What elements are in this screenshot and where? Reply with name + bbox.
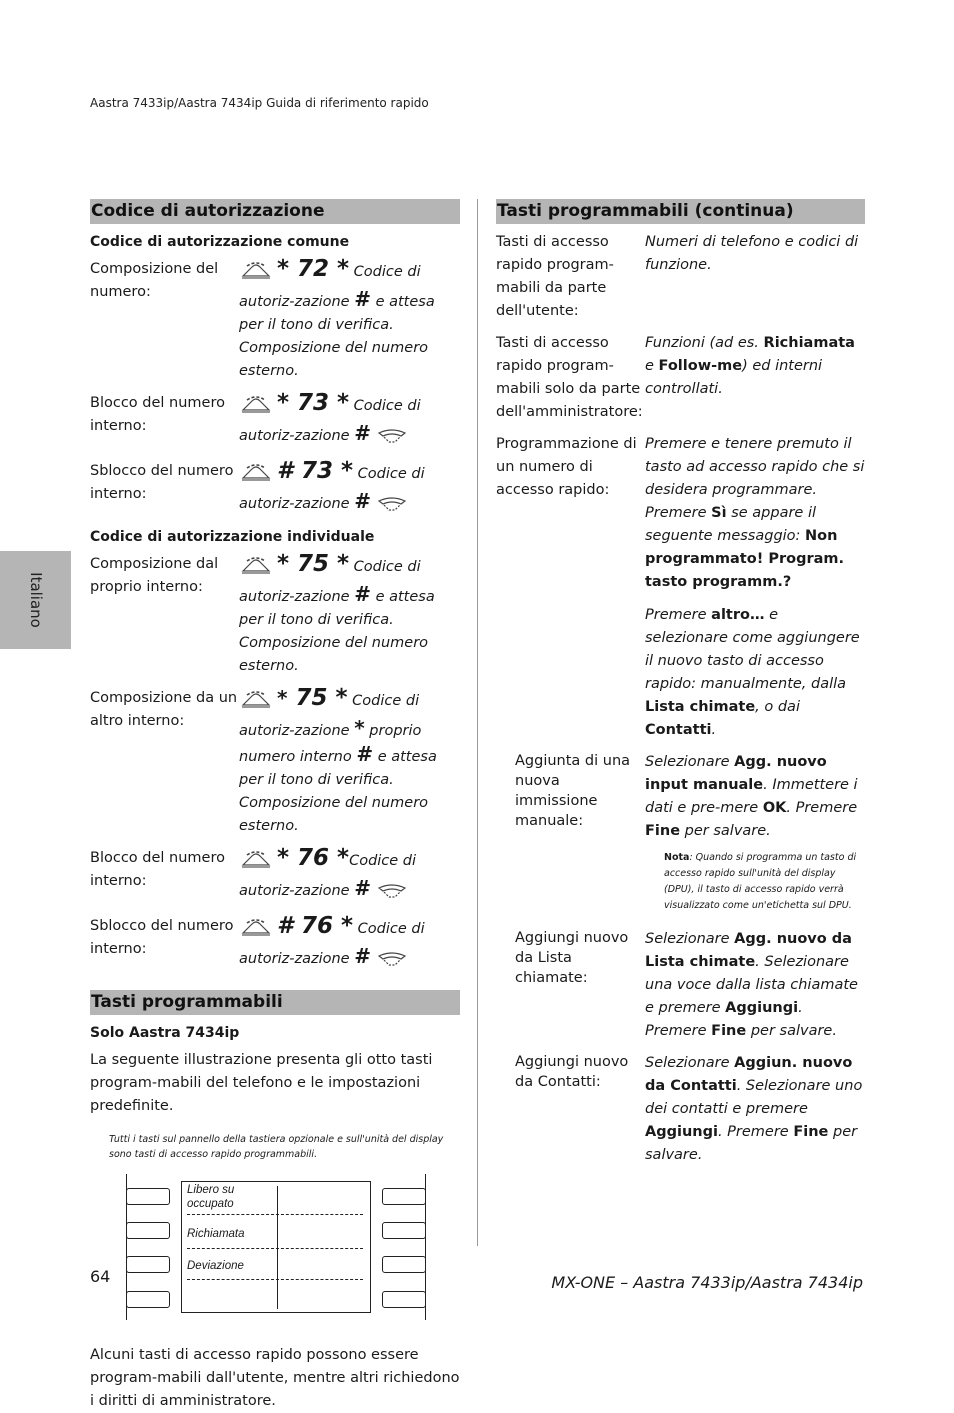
text: . Premere	[717, 1124, 794, 1140]
onhook-handset-icon	[377, 496, 407, 519]
row-label: Composizione da un altro interno:	[90, 690, 238, 729]
row-label: Aggiungi nuovo da Lista chiamate:	[515, 930, 629, 986]
bold-term: Contatti	[645, 722, 712, 738]
row-unblock-extension	[90, 460, 460, 519]
column-divider	[477, 199, 478, 1246]
softkey-label-callback: Richiamata	[187, 1228, 245, 1240]
dial-code: * 75 *	[277, 551, 350, 577]
row-label: Tasti di accesso rapido program-mabili solo da parte dell'amministratore:	[496, 335, 643, 420]
text: per salvare.	[746, 1023, 837, 1039]
offhook-handset-icon	[239, 691, 273, 717]
offhook-handset-icon	[239, 557, 273, 583]
bold-term: Fine	[645, 823, 681, 839]
offhook-handset-icon	[239, 262, 273, 288]
row-value	[239, 915, 460, 974]
offhook-handset-icon	[239, 919, 273, 945]
text: Codice di autoriz-zazione	[239, 921, 425, 967]
intro-paragraph: La seguente illustrazione presenta gli otto tasti program-mabili del telefono e le impostazioni predefinite.	[90, 1052, 433, 1114]
row-label: Blocco del numero interno:	[90, 395, 225, 434]
text: . Selezionare uno dei contatti e premere	[645, 1078, 863, 1117]
row-label: Aggiunta di una nuova immissione manuale:	[515, 753, 631, 829]
subheading-individual-code: Codice di autorizzazione individuale	[90, 529, 375, 545]
star-symbol: *	[354, 716, 365, 740]
left-key-3	[126, 1256, 170, 1273]
row-value	[239, 460, 460, 519]
bold-term: altro…	[711, 607, 765, 623]
row-from-contacts	[496, 1052, 865, 1167]
row-label: Composizione del numero:	[90, 261, 219, 300]
closing-paragraph: Alcuni tasti di accesso rapido possono essere program-mabili dall'utente, mentre altri richiedono i diritti di amministratore.	[90, 1347, 460, 1409]
dial-code: * 76 *	[277, 845, 350, 871]
row-label: Sblocco del numero interno:	[90, 918, 234, 957]
bold-term: Non programmato! Program. tasto programm.?	[645, 528, 845, 590]
text: ) ed interni controllati.	[645, 358, 823, 397]
bold-term: Aggiun. nuovo da Contatti	[645, 1055, 853, 1094]
softkey-label-diversion: Deviazione	[187, 1260, 244, 1272]
row-manual-entry	[496, 751, 865, 843]
row-user-keys	[496, 231, 865, 323]
bold-term: Agg. nuovo da Lista chimate	[645, 931, 852, 970]
row-dial-own-extension	[90, 553, 460, 678]
row-value	[645, 332, 865, 424]
dial-code: # 76 *	[277, 913, 354, 939]
offhook-handset-icon	[239, 851, 273, 877]
dashed-separator	[187, 1248, 363, 1249]
row-block-extension-individual	[90, 847, 460, 906]
hash-symbol: #	[354, 421, 371, 445]
text: e attesa per il tono di verifica. Composizione del numero esterno.	[239, 294, 435, 379]
bold-term: Sì	[711, 505, 727, 521]
row-value: Numeri di telefono e codici di funzione.	[645, 234, 859, 273]
row-label: Blocco del numero interno:	[90, 850, 225, 889]
programmable-keys-illustration	[126, 1174, 426, 1320]
hash-symbol: #	[354, 944, 371, 968]
text: per salvare.	[680, 823, 771, 839]
text: Selezionare	[645, 1055, 735, 1071]
dial-code: * 73 *	[277, 390, 350, 416]
text: Premere e tenere premuto il tasto ad accesso rapido che si desidera programmare. Premere	[645, 436, 865, 521]
text: occupato	[187, 1198, 234, 1210]
hash-symbol: #	[356, 742, 374, 766]
text: Premere	[645, 607, 712, 623]
text: Funzioni (ad es.	[645, 335, 764, 351]
bold-term: OK	[762, 800, 787, 816]
row-value	[239, 258, 460, 383]
dial-code: # 73 *	[277, 458, 354, 484]
onhook-handset-icon	[377, 951, 407, 974]
display-screen	[181, 1181, 371, 1313]
text: e attesa per il tono di verifica. Composizione del numero esterno.	[239, 589, 435, 674]
dashed-separator	[187, 1279, 363, 1280]
right-key-4	[382, 1291, 426, 1308]
bold-term: Lista chimate	[645, 699, 756, 715]
text: e attesa per il tono di verifica. Composizione del numero esterno.	[239, 749, 437, 834]
row-block-extension	[90, 392, 460, 451]
left-column	[90, 199, 460, 1413]
footer-doc-title: MX-ONE – Aastra 7433ip/Aastra 7434ip	[551, 1273, 863, 1292]
text: . Premere	[645, 1000, 803, 1039]
row-value	[239, 553, 460, 678]
bold-term: Fine	[711, 1023, 747, 1039]
bold-term: Fine	[793, 1124, 829, 1140]
row-label-empty	[496, 596, 645, 742]
row-admin-keys	[496, 332, 865, 424]
text: proprio numero interno	[239, 723, 422, 765]
row-label: Sblocco del numero interno:	[90, 463, 234, 502]
hash-symbol: #	[354, 489, 371, 513]
text: , o dai	[755, 699, 800, 715]
text: . Immettere i dati e pre-mere	[645, 777, 858, 816]
page-number: 64	[90, 1267, 111, 1286]
left-key-2	[126, 1222, 170, 1239]
text: e selezionare come aggiungere il nuovo tasto di accesso rapido: manualmente, dalla	[645, 607, 860, 692]
text: : Quando si programma un tasto di accesso rapido sull'unità del display (DPU), il tasto di accesso rapido verrà visualizzato come un'etichetta sul DPU.	[664, 852, 857, 911]
hash-symbol: #	[354, 876, 371, 900]
offhook-handset-icon	[239, 396, 273, 422]
right-column	[496, 199, 865, 1176]
subheading-common-code: Codice di autorizzazione comune	[90, 234, 350, 250]
text: Codice di autoriz-zazione	[239, 264, 421, 310]
row-label: Tasti di accesso rapido program-mabili da parte dell'utente:	[496, 234, 614, 319]
text: . Selezionare una voce dalla lista chiamate e premere	[645, 954, 858, 1016]
subheading-7434-only: Solo Aastra 7434ip	[90, 1025, 240, 1041]
text: Codice di autoriz-zazione	[239, 466, 425, 512]
row-value	[645, 433, 865, 594]
right-key-1	[382, 1188, 426, 1205]
section-title-programmable-keys-cont: Tasti programmabili (continua)	[496, 199, 865, 224]
hash-symbol: #	[354, 287, 371, 311]
left-key-4	[126, 1291, 170, 1308]
text: . Premere	[786, 800, 858, 816]
bold-term: Richiamata	[763, 335, 855, 351]
row-value	[239, 687, 460, 838]
section-title-authorization: Codice di autorizzazione	[90, 199, 460, 224]
text: Codice di autoriz-zazione	[239, 398, 421, 444]
dashed-separator	[187, 1214, 363, 1215]
row-value	[645, 928, 865, 1043]
text: Codice di autoriz-zazione	[239, 853, 417, 899]
row-label: Programmazione di un numero di accesso rapido:	[496, 436, 637, 498]
star-symbol: *	[277, 686, 288, 710]
row-value	[645, 604, 865, 742]
row-value	[239, 847, 460, 906]
row-value	[645, 1052, 865, 1167]
text: se appare il seguente messaggio:	[645, 505, 817, 544]
text: Codice di autoriz-zazione	[239, 559, 421, 605]
hash-symbol: #	[354, 582, 371, 606]
dpu-note	[664, 850, 865, 914]
row-label: Composizione dal proprio interno:	[90, 556, 219, 595]
row-program-quick-number-cont	[496, 596, 865, 742]
text: Selezionare	[645, 754, 735, 770]
right-key-2	[382, 1222, 426, 1239]
row-dial-other-extension	[90, 687, 460, 838]
dial-code: * 72 *	[277, 256, 350, 282]
text: e	[645, 358, 659, 374]
note-label: Nota	[664, 852, 690, 863]
language-side-tab	[0, 551, 71, 649]
text: per salvare.	[645, 1124, 858, 1163]
right-key-3	[382, 1256, 426, 1273]
bold-term: Aggiungi	[725, 1000, 799, 1016]
offhook-handset-icon	[239, 464, 273, 490]
row-program-quick-number	[496, 433, 865, 594]
onhook-handset-icon	[377, 883, 407, 906]
text: Codice di autoriz-zazione	[239, 693, 420, 739]
side-tab-label: Italiano	[26, 572, 45, 628]
bold-term: Aggiungi	[645, 1124, 718, 1140]
row-unblock-extension-individual	[90, 915, 460, 974]
text: Selezionare	[645, 931, 735, 947]
softkey-label-busy	[187, 1183, 234, 1211]
running-header: Aastra 7433ip/Aastra 7434ip Guida di riferimento rapido	[90, 96, 429, 110]
row-dial-number	[90, 258, 460, 383]
bold-term: Follow-me	[658, 358, 743, 374]
section-title-programmable-keys: Tasti programmabili	[90, 990, 460, 1015]
keys-note: Tutti i tasti sul pannello della tastiera opzionale e sull'unità del display sono tasti di accesso rapido programmabili.	[109, 1134, 444, 1160]
row-value	[239, 392, 460, 451]
left-key-1	[126, 1188, 170, 1205]
row-label: Aggiungi nuovo da Contatti:	[515, 1054, 629, 1090]
text: .	[711, 722, 717, 738]
onhook-handset-icon	[377, 428, 407, 451]
dial-code: 75 *	[287, 685, 348, 711]
row-value	[645, 751, 865, 843]
text: Libero su	[187, 1184, 235, 1196]
bold-term: Agg. nuovo input manuale	[645, 754, 827, 793]
row-from-call-list	[496, 928, 865, 1043]
